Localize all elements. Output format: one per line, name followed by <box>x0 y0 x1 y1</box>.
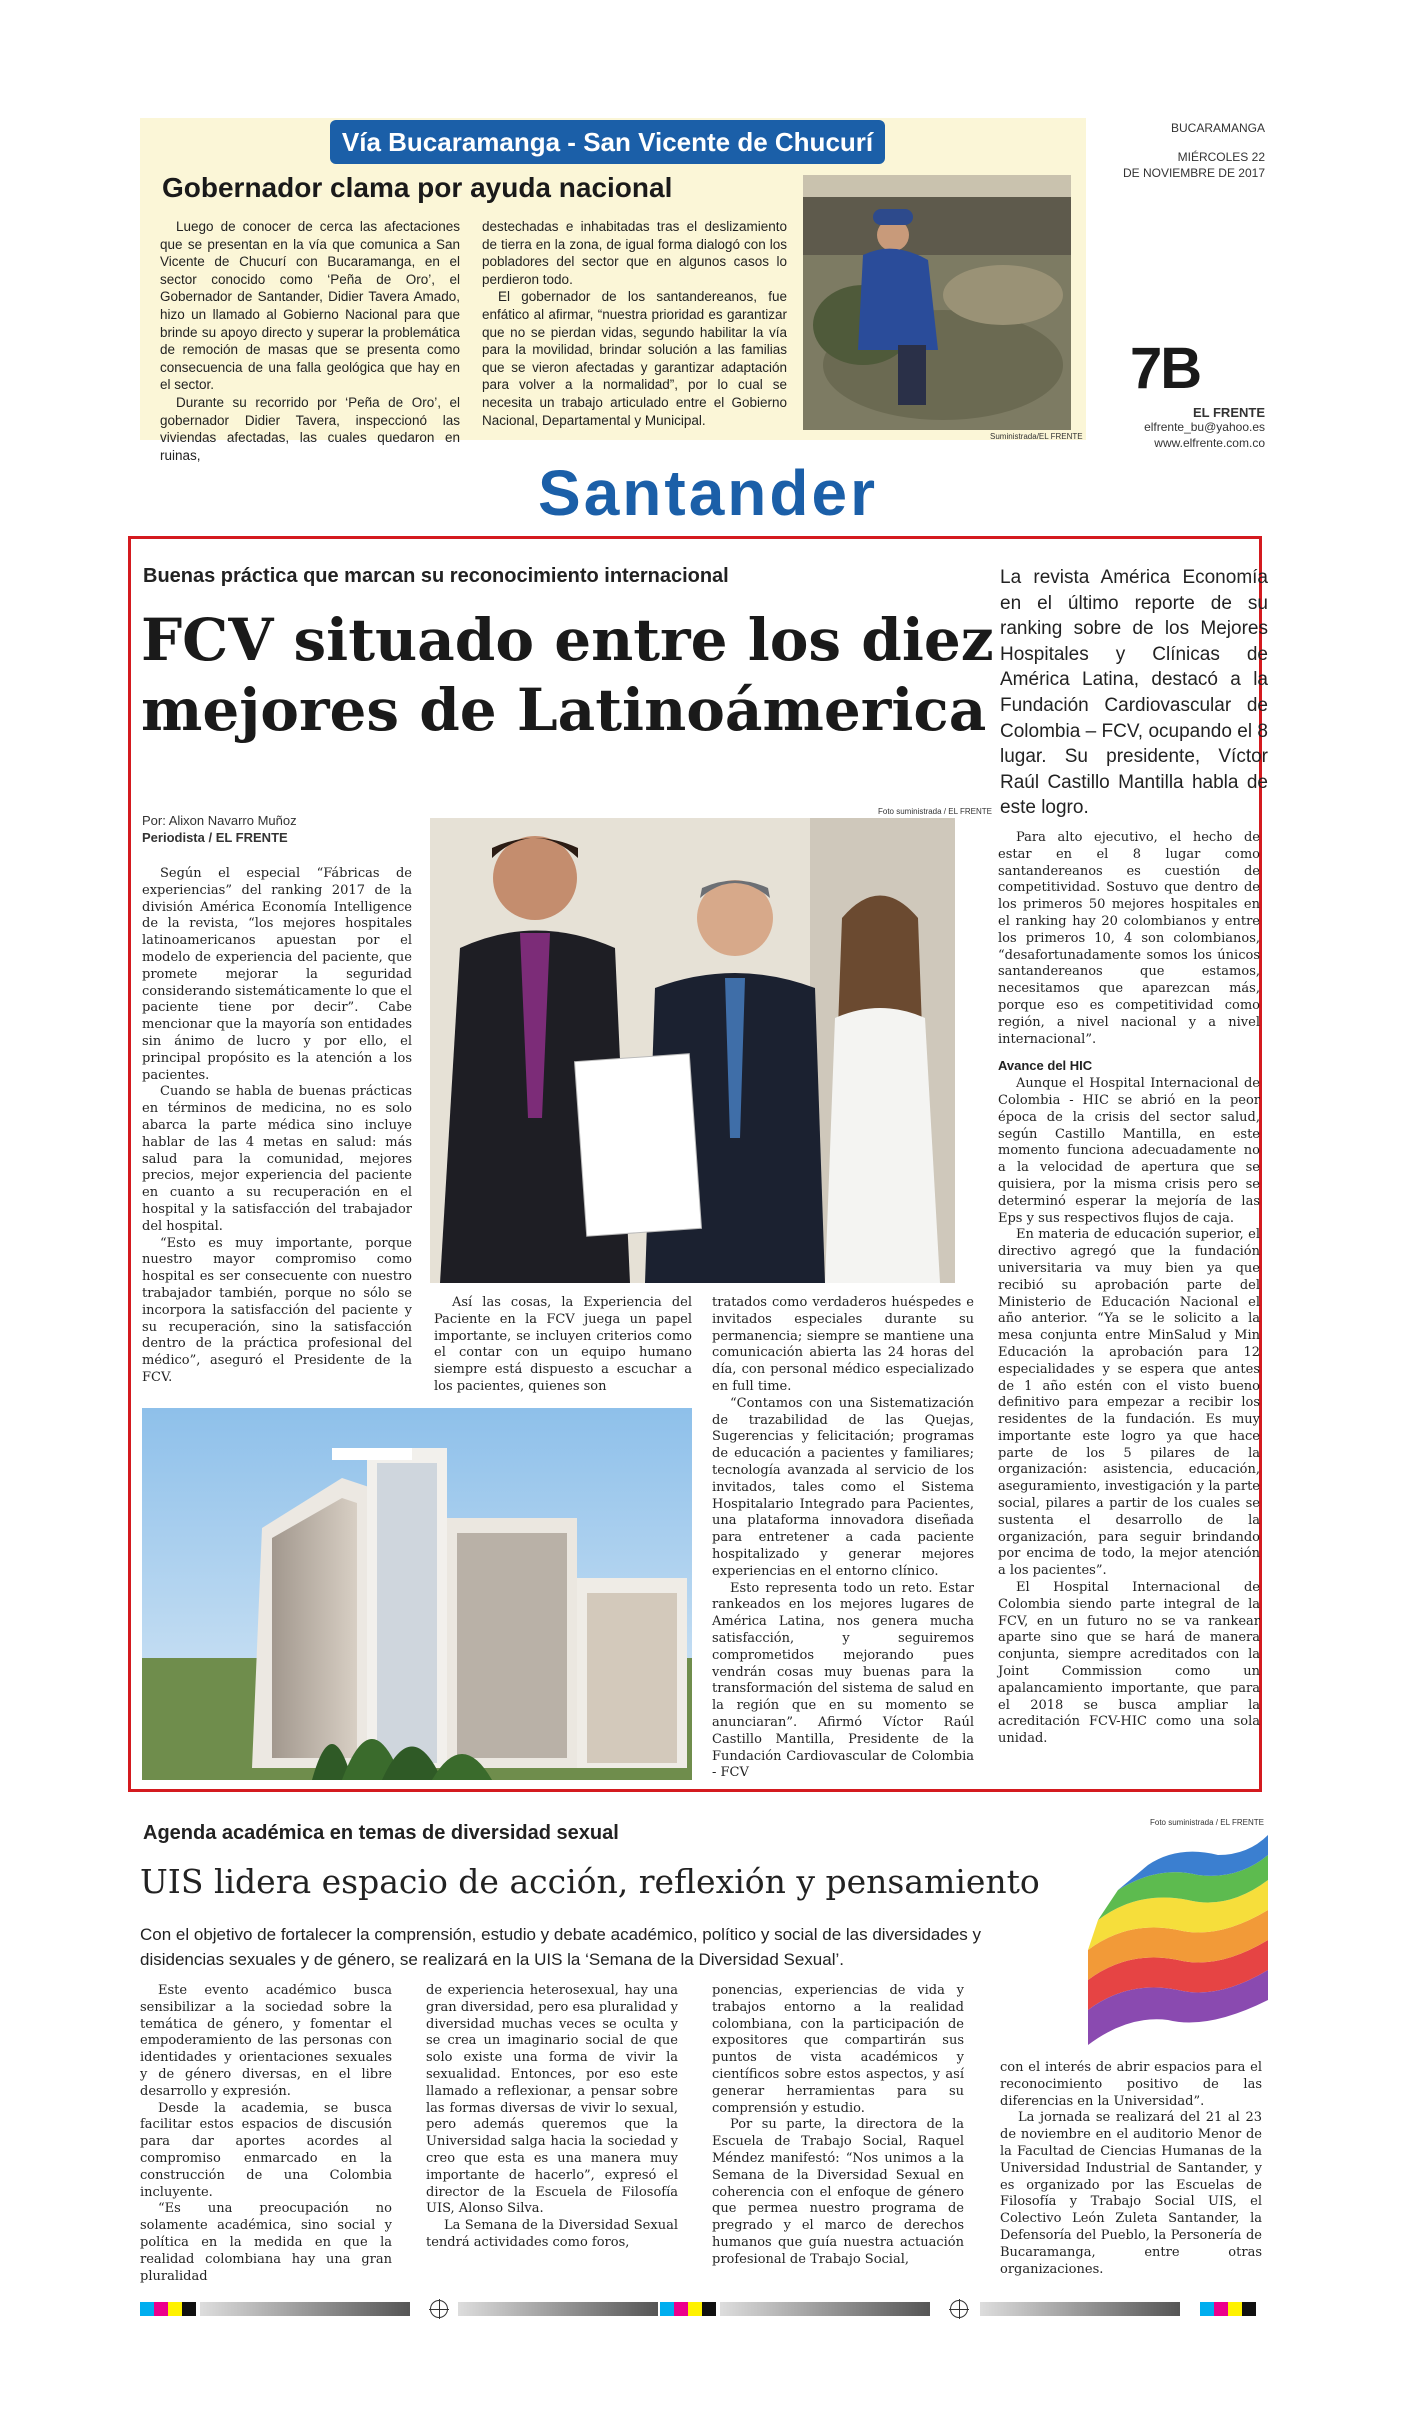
paragraph: Cuando se habla de buenas prácticas en términos de medicina, no es solo abarca la parte médica sino incluye hablar de las 4 metas en salud: más salud para la comunidad, mejores precios, mejor experiencia del paciente en cuanto a su recuperación en el hospital y la satisfacción del trabajador del hospital. <box>142 1084 412 1234</box>
registration-mark-icon <box>950 2300 968 2318</box>
main-story-headline: FCV situado entre los diez mejores de Latinoámerica <box>141 606 994 744</box>
paragraph: “Es una preocupación no solamente académica, sino social y política en la medida en que la realidad colombiana hay una gran pluralidad <box>140 2201 392 2284</box>
section-title: Santander <box>538 457 878 529</box>
paragraph: “Esto es muy importante, porque nuestro mayor compromiso como hospital es ser consecuente con nuestro trabajador también, porque no sólo se incorpora la satisfacción del paciente y su recuperación, sino la satisfacción dentro de la práctica profesional del médico”, aseguró el Presidente de la FCV. <box>142 1235 412 1385</box>
paragraph: El Hospital Internacional de Colombia siendo parte integral de la FCV, en un futuro no se va rankear aparte sino que se hará de manera conjunta, siempre acreditados con la Joint Commission como un apalancamiento importante, que para el 2018 se busca ampliar la acreditación FCV-HIC como una sola unidad. <box>998 1580 1260 1747</box>
main-story-column-3 <box>712 1295 974 1782</box>
paragraph: tratados como verdaderos huéspedes e invitados especiales durante su permanencia; siempre se mantiene una comunicación abierta las 24 horas del día, con personal médico especializado en full time. <box>712 1295 974 1394</box>
paragraph: Para alto ejecutivo, el hecho de estar en el 8 lugar como santandereanos es cuestión de competitividad. Sostuvo que dentro de los primeros 50 mejores hospitales en el ranking hay 20 colombianos y entre los primeros 10, 4 son colombianos, “desafortunadamente somos los únicos santandereanos que estamos, necesitamos que aparezcan más, porque eso es competitividad como región, a nivel nacional y a nivel internacional”. <box>998 830 1260 1047</box>
paragraph: Este evento académico busca sensibilizar a la sociedad sobre la temática de género, y fomentar el empoderamiento de las personas con identidades y orientaciones sexuales y de género diversas, en el libre desarrollo y expresión. <box>140 1983 392 2099</box>
top-story-column-1 <box>160 218 460 464</box>
byline <box>142 812 297 846</box>
page-number: 7B <box>1130 336 1201 401</box>
header-website: www.elfrente.com.co <box>1154 436 1265 450</box>
paragraph: ponencias, experiencias de vida y trabajos entorno a la realidad colombiana, con la participación de expositores que compartirán sus puntos de vista académicos y científicos sobre estos aspectos, y así generar herramientas para su comprensión y estudio. <box>712 1983 964 2116</box>
bottom-story-column-3 <box>712 1983 964 2269</box>
subheading: Avance del HIC <box>998 1058 1093 1074</box>
bottom-story-column-4 <box>1000 2060 1262 2278</box>
gray-scale-strip <box>720 2302 930 2316</box>
rainbow-hands-photo <box>1088 1830 1268 2045</box>
main-story-column-4 <box>998 830 1260 1748</box>
paragraph: Según el especial “Fábricas de experiencias” del ranking 2017 de la división América Economía Intelligence de la revista, “los mejores hospitales latinoamericanos apuestan por el modelo de experiencia del paciente, que promete mejorar la seguridad considerando sistemáticamente lo que el paciente tiene por decir”. Cabe mencionar que la mayoría son entidades sin ánimo de lucro y por ello, el principal propósito es la atención a los pacientes. <box>142 866 412 1083</box>
paragraph: La Semana de la Diversidad Sexual tendrá actividades como foros, <box>426 2218 678 2250</box>
color-registration-bar <box>660 2302 716 2316</box>
paragraph: La jornada se realizará del 21 al 23 de noviembre en el auditorio Menor de la Facultad de Ciencias Humanas de la Universidad Industrial de Santander, y es organizado por las Escuelas de Filosofía y Trabajo Social UIS, el Colectivo León Zuleta Santander, la Defensoría del Pueblo, la Personería de Bucaramanga, entre otras organizaciones. <box>1000 2110 1262 2277</box>
registration-mark-icon <box>430 2300 448 2318</box>
hospital-building-photo <box>142 1408 692 1780</box>
byline-role: Periodista / EL FRENTE <box>142 830 288 845</box>
header-city: BUCARAMANGA <box>1170 121 1265 135</box>
paragraph: “Contamos con una Sistematización de trazabilidad de las Quejas, Sugerencias y felicitación; programas de educación a pacientes y familiares; tecnología avanzada al servicio de los invitados, tales como el Sistema Hospitalario Integrado para Pacientes, una plataforma innovadora diseñada para entretener a cada paciente hospitalizado y generar mejores experiencias en el entorno clínico. <box>712 1395 974 1579</box>
bottom-story-column-1 <box>140 1983 392 2285</box>
photo-credit: Foto suministrada / EL FRENTE <box>878 807 992 816</box>
paragraph: Esto representa todo un reto. Estar rankeados en los mejores lugares de América Latina, nos genera mucha satisfacción, y seguiremos comprometidos mejorando pues vendrán cosas muy buenas para la transformación del sistema de salud en la región que en su momento se anunciaran”. Afirmó Víctor Raúl Castillo Mantilla, Presidente de la Fundación Cardiovascular de Colombia - FCV <box>712 1580 974 1781</box>
photo-credit: Foto suministrada / EL FRENTE <box>1150 1818 1264 1827</box>
paragraph: con el interés de abrir espacios para el reconocimiento positivo de las diferencias en la Universidad”. <box>1000 2060 1262 2109</box>
bottom-story-headline: UIS lidera espacio de acción, reflexión y pensamiento <box>140 1862 1040 1901</box>
bottom-story-lead: Con el objetivo de fortalecer la comprensión, estudio y debate académico, político y social de las diversidades y disidencias sexuales y de género, se realizará en la UIS la ‘Semana de la Diversidad Sexual’. <box>140 1925 982 1969</box>
paragraph: Aunque el Hospital Internacional de Colombia - HIC se abrió en la peor época de la crisis del sector salud, según Castillo Mantilla, en este momento funciona adecuadamente no a la velocidad de apertura que se quisiera, por la misma crisis pero se determinó esperar la mejoría de las Eps y sus respectivos flujos de caja. <box>998 1076 1260 1226</box>
main-story-kicker: Buenas práctica que marcan su reconocimiento internacional <box>143 565 729 587</box>
header-email: elfrente_bu@yahoo.es <box>1144 420 1265 434</box>
bottom-story-kicker: Agenda académica en temas de diversidad sexual <box>143 1822 619 1844</box>
paragraph: Por su parte, la directora de la Escuela de Trabajo Social, Raquel Méndez manifestó: “Nos unimos a la Semana de la Diversidad Sexual en coherencia con el enfoque de género que permea nuestro programa de pregrado y el marco de derechos humanos que guía nuestra actuación profesional de Trabajo Social, <box>712 2117 964 2267</box>
gray-scale-strip <box>458 2302 658 2316</box>
governor-inspection-photo <box>803 175 1071 430</box>
paragraph: Luego de conocer de cerca las afectaciones que se presentan en la vía que comunica a San Vicente de Chucurí con Bucaramanga, en el sector conocido como ‘Peña de Oro’, el Gobernador de Santander, Didier Tavera Amado, hizo un llamado al Gobierno Nacional para que brinde su apoyo directo y superar la problemática de remoción de masas que se presenta como consecuencia de una falla geológica que hay en el sector. <box>160 219 460 393</box>
paragraph: Así las cosas, la Experiencia del Paciente en la FCV juega un papel importante, se incluyen criterios como el contar con un equipo humano siempre está dispuesto a escuchar a los pacientes, quienes son <box>434 1295 692 1394</box>
paragraph: de experiencia heterosexual, hay una gran diversidad, pero esa pluralidad y diversidad muchas veces se oculta y se crea un imaginario social de que solo existe una forma de vivir la sexualidad. Entonces, por eso este llamado a reflexionar, a pensar sobre las formas diversas de vivir lo sexual, pero además queremos que la Universidad salga hacia la sociedad y creo que esta es una manera muy importante de hacerlo”, expresó el director de la Escuela de Filosofía UIS, Alonso Silva. <box>426 1983 678 2217</box>
byline-name: Por: Alixon Navarro Muñoz <box>142 813 297 828</box>
paragraph: Durante su recorrido por ‘Peña de Oro’, el gobernador Didier Tavera, inspeccionó las viviendas afectadas, las cuales quedaron en ruinas, <box>160 394 460 463</box>
award-ceremony-photo <box>430 818 955 1283</box>
bottom-story-column-2 <box>426 1983 678 2252</box>
main-story-lead: La revista América Economía en el último reporte de su ranking sobre de los Mejores Hospitales y Clínicas de América Latina, destacó a la Fundación Cardiovascular de Colombia – FCV, ocupando el 8 lugar. Su presidente, Víctor Raúl Castillo Mantilla habla de este logro. <box>1000 567 1268 819</box>
top-story-title: Gobernador clama por ayuda nacional <box>162 172 673 203</box>
top-story-column-2 <box>482 218 787 429</box>
photo-credit: Suministrada/EL FRENTE <box>990 432 1083 441</box>
main-story-column-1 <box>142 866 412 1387</box>
gray-scale-strip <box>200 2302 410 2316</box>
paper-name: EL FRENTE <box>1193 405 1265 420</box>
header-date-line2: DE NOVIEMBRE DE 2017 <box>1122 166 1265 180</box>
gray-scale-strip <box>980 2302 1180 2316</box>
paragraph: En materia de educación superior, el directivo agregó que la fundación universitaria va muy bien ya que recibió su aprobación parte del Ministerio de Educación Nacional el año anterior. “Ya se le solicito a la mesa conjunta entre MinSalud y Min Educación la aprobación para 12 especialidades y se espera que antes de 1 año estén con el visto bueno definitivo para empezar a recibir los residentes de la fundación. Es muy importante este logro ya que hace parte de los 5 pilares de la organización: asistencia, educación, aseguramiento, investigación y la parte social, pilares a partir de los cuales se sustenta el desarrollo de la organización, para seguir brindando por encima de todo, la mejor atención a los pacientes”. <box>998 1227 1260 1579</box>
paragraph: El gobernador de los santandereanos, fue enfático al afirmar, “nuestra prioridad es garantizar que no se pierdan vidas, segundo habilitar la vía para la movilidad, brindar solución a las familias que se vieron afectadas y garantizar adaptación para volver a la normalidad”, por lo cual se necesita un trabajo articulado entre el Gobierno Nacional, Departamental y Municipal. <box>482 289 787 428</box>
top-story-banner: Vía Bucaramanga - San Vicente de Chucurí <box>330 120 885 164</box>
color-registration-bar <box>1200 2302 1256 2316</box>
color-registration-bar <box>140 2302 196 2316</box>
header-date-line1: MIÉRCOLES 22 <box>1177 150 1265 164</box>
paragraph: Desde la academia, se busca facilitar estos espacios de discusión para dar aportes acordes al compromiso enmarcado en la construcción de una Colombia incluyente. <box>140 2100 392 2200</box>
main-story-column-2 <box>434 1295 692 1396</box>
paragraph: destechadas e inhabitadas tras el deslizamiento de tierra en la zona, de igual forma dialogó con los pobladores del sector que en algunos casos lo perdieron todo. <box>482 219 787 287</box>
